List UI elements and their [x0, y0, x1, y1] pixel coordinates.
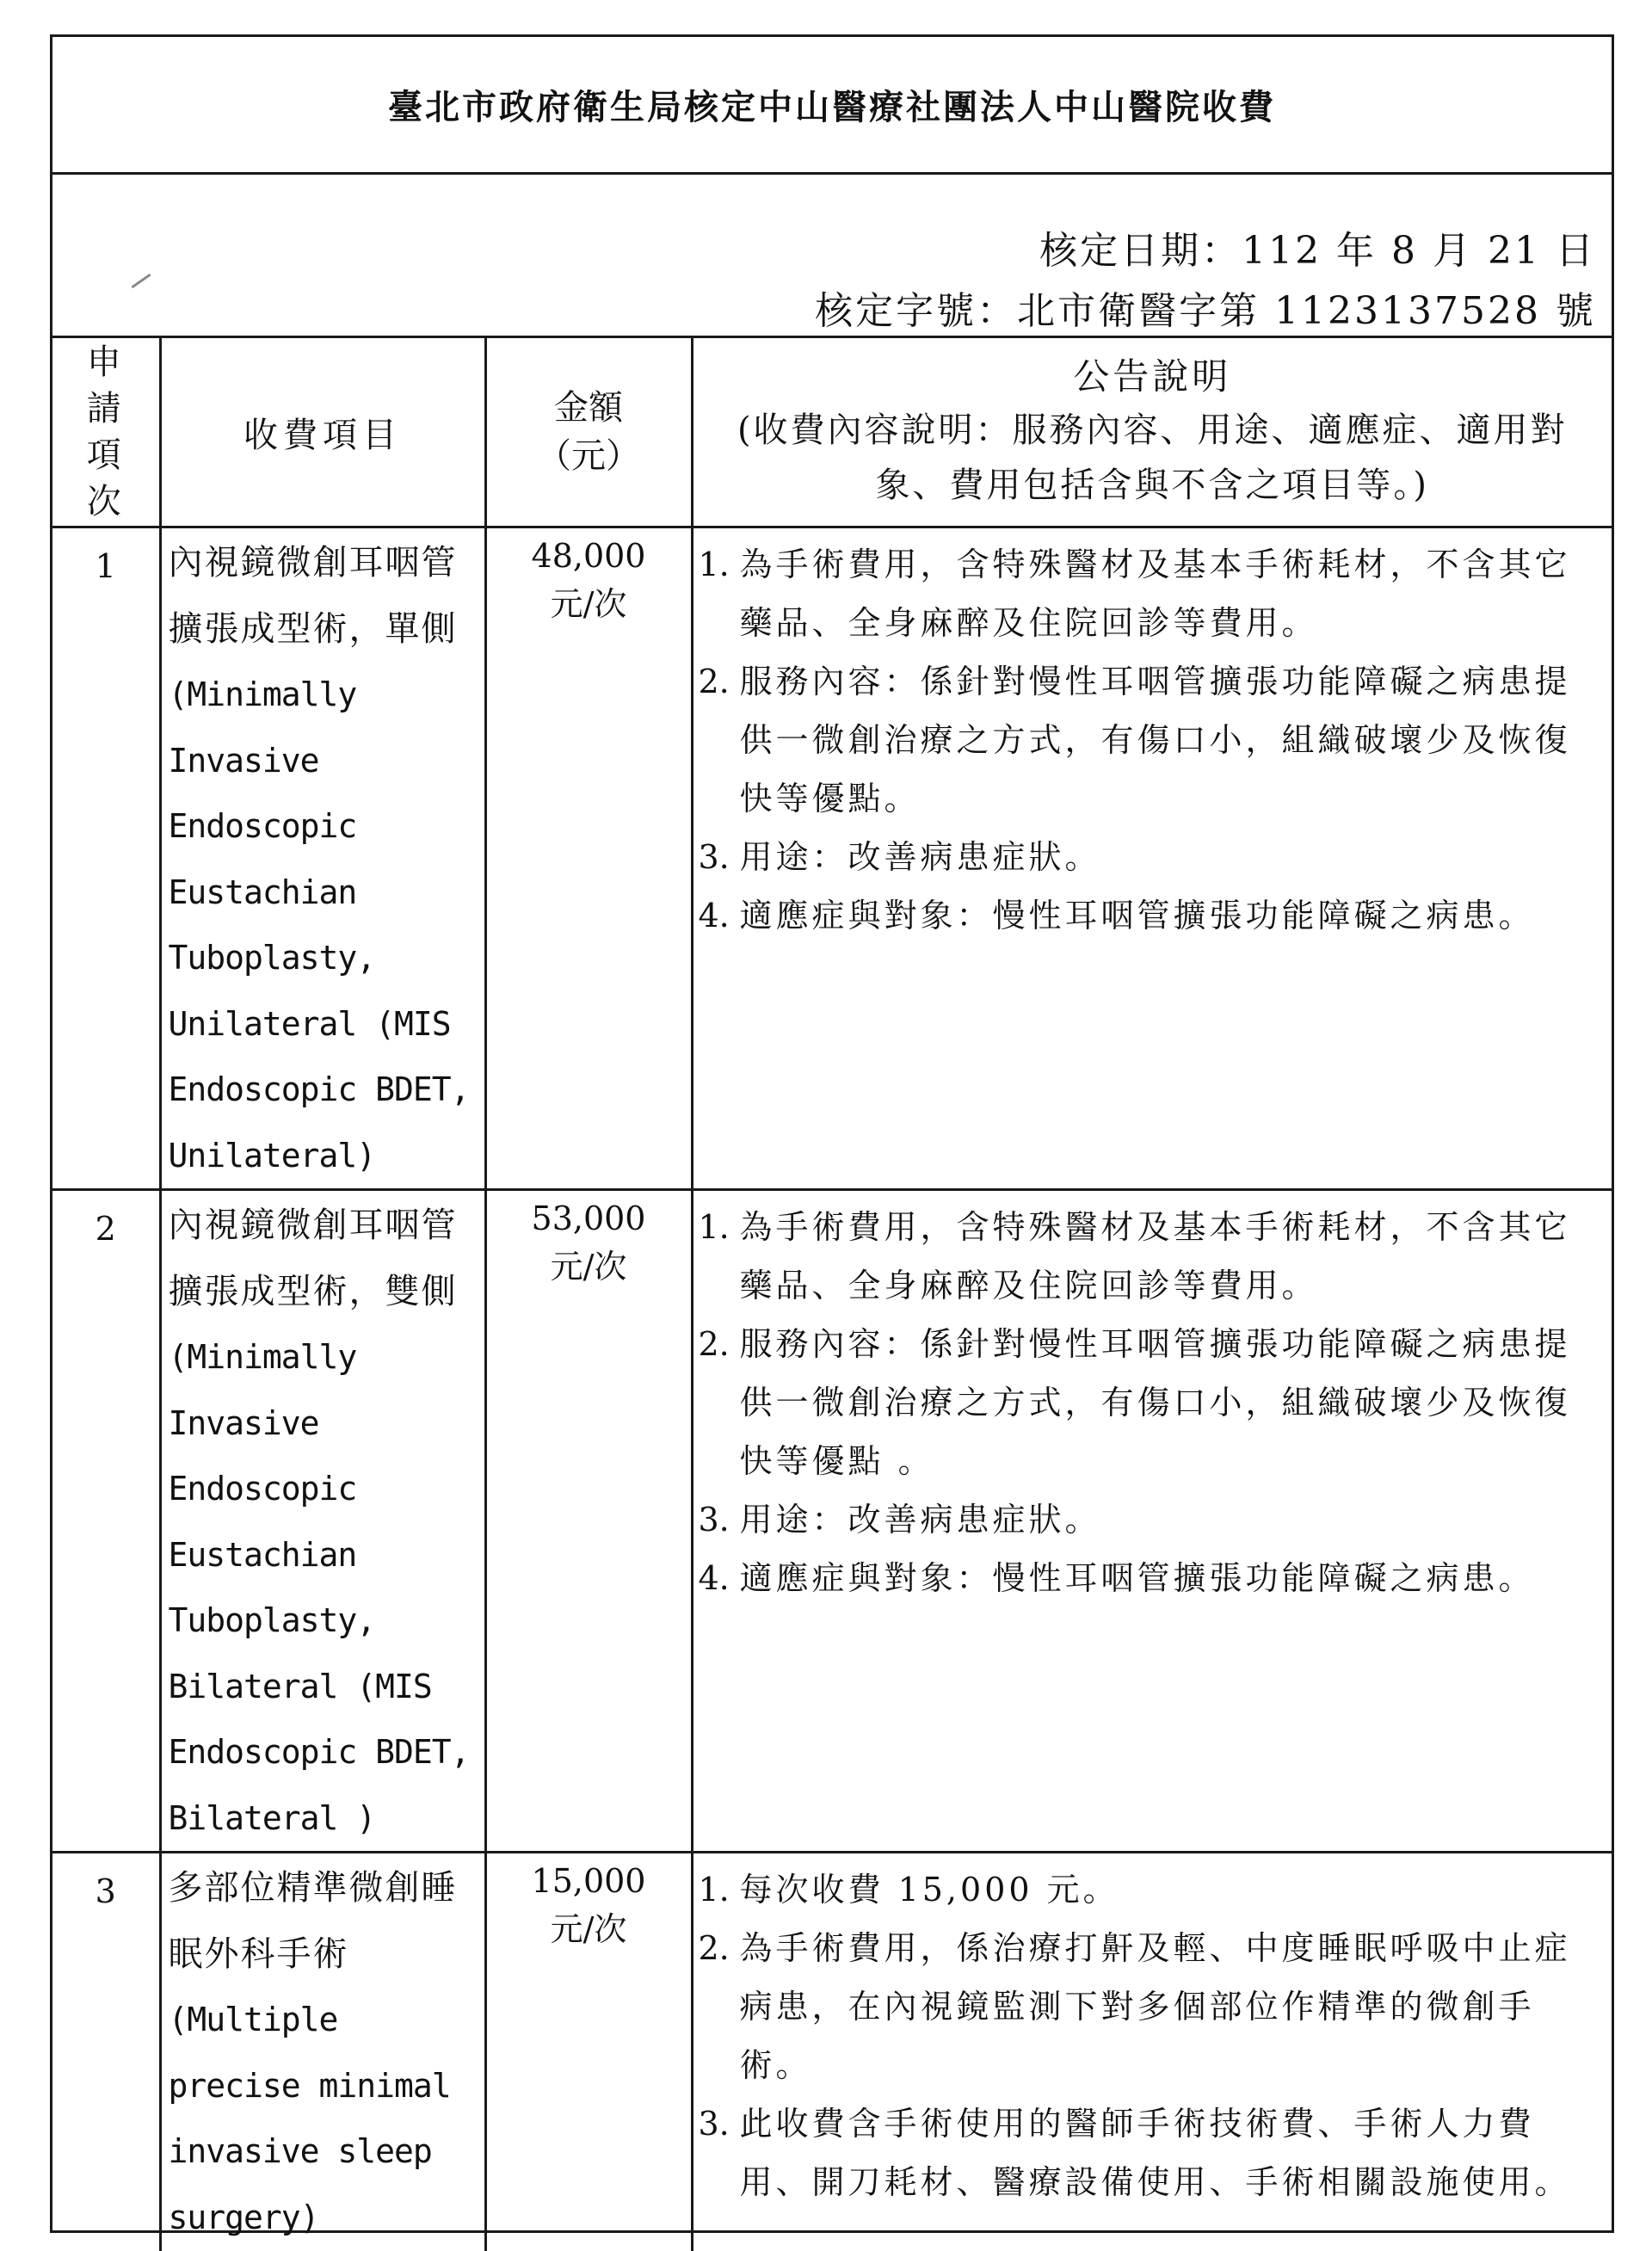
note-item [699, 886, 1604, 945]
fee-amount [485, 1853, 692, 2251]
fee-item-name [160, 1853, 485, 2251]
fee-amount-value: 48,000 [531, 537, 646, 575]
note-item [699, 1549, 1604, 1607]
note-item [699, 1315, 1604, 1490]
header-item-name [160, 338, 485, 527]
note-text: 每次收費 15,000 元。 [739, 1871, 1119, 1909]
note-number: 4. [698, 1559, 730, 1597]
fee-amount [485, 1190, 692, 1853]
fee-item-name-en: (Minimally Invasive Endoscopic Eustachian Tuboplasty, Unilateral (MIS Endoscopic BDET, Unilateral) [168, 675, 470, 1175]
header-notice-subtitle: (收費內容說明：服務內容、用途、適應症、適用對象、費用包括含與不含之項目等。) [737, 410, 1568, 505]
note-text: 用途：改善病患症狀。 [739, 838, 1101, 876]
note-text: 此收費含手術使用的醫師手術技術費、手術人力費用、開刀耗材、醫療設備使用、手術相關設施使用。 [739, 2105, 1571, 2201]
fee-notes [692, 527, 1612, 1190]
row-number: 1 [52, 527, 160, 1190]
table-header-row [52, 338, 1612, 527]
note-number: 1. [698, 1871, 730, 1909]
header-notice-title: 公告說明 [1073, 355, 1232, 398]
fee-item-name-zh: 內視鏡微創耳咽管擴張成型術，雙側 [168, 1206, 458, 1311]
note-item [699, 1919, 1604, 2094]
table-row [52, 1190, 1612, 1853]
fee-notes [692, 1853, 1612, 2251]
note-item [699, 535, 1604, 652]
approval-info [52, 175, 1612, 338]
note-number: 3. [698, 1501, 730, 1539]
note-number: 3. [698, 2105, 730, 2143]
note-text: 用途：改善病患症狀。 [739, 1501, 1101, 1539]
note-item [699, 1198, 1604, 1315]
table-row [52, 1853, 1612, 2251]
fee-amount-unit: 元/次 [550, 585, 627, 623]
header-amount-label: 金額（元） [537, 388, 640, 476]
fee-document [50, 34, 1614, 2236]
note-text: 適應症與對象：慢性耳咽管擴張功能障礙之病患。 [739, 1559, 1535, 1597]
note-text: 服務內容：係針對慢性耳咽管擴張功能障礙之病患提供一微創治療之方式，有傷口小，組織破壞少及恢復快等優點 。 [739, 1325, 1571, 1480]
title-row [52, 37, 1612, 175]
fee-table [52, 338, 1612, 2251]
fee-item-name-en: (Minimally Invasive Endoscopic Eustachian Tuboplasty, Bilateral (MIS Endoscopic BDET, Bilateral ) [168, 1338, 470, 1837]
note-number: 1. [698, 546, 730, 583]
note-item [699, 652, 1604, 828]
note-text: 為手術費用，係治療打鼾及輕、中度睡眠呼吸中止症病患，在內視鏡監測下對多個部位作精準的微創手術。 [739, 1929, 1571, 2084]
header-item-no [52, 338, 160, 527]
note-number: 4. [698, 897, 730, 934]
note-number: 2. [698, 1929, 730, 1967]
note-number: 1. [698, 1208, 730, 1246]
note-text: 為手術費用，含特殊醫材及基本手術耗材，不含其它藥品、全身麻醉及住院回診等費用。 [739, 546, 1571, 642]
header-item-name-label: 收費項目 [243, 415, 402, 455]
fee-item-name [160, 1190, 485, 1853]
note-number: 3. [698, 838, 730, 876]
approval-number: 核定字號：北市衛醫字第 1123137528 號 [815, 289, 1596, 333]
note-item [699, 828, 1604, 886]
header-notice [692, 338, 1612, 527]
scan-mark [131, 274, 151, 288]
fee-amount-value: 15,000 [531, 1862, 646, 1900]
header-item-no-label: 申請項次 [86, 342, 125, 521]
fee-item-name-zh: 多部位精準微創睡眠外科手術 [168, 1868, 458, 1974]
fee-amount [485, 527, 692, 1190]
note-item [699, 2094, 1604, 2211]
note-item [699, 1860, 1604, 1919]
fee-amount-unit: 元/次 [550, 1248, 627, 1286]
fee-item-name-en: (Multiple precise minimal invasive sleep surgery) [168, 2001, 451, 2236]
fee-item-name [160, 527, 485, 1190]
note-text: 為手術費用，含特殊醫材及基本手術耗材，不含其它藥品、全身麻醉及住院回診等費用。 [739, 1208, 1571, 1304]
fee-amount-value: 53,000 [531, 1200, 646, 1237]
fee-item-name-zh: 內視鏡微創耳咽管擴張成型術，單側 [168, 543, 458, 649]
table-row [52, 527, 1612, 1190]
notes-list [699, 1198, 1604, 1607]
fee-notes [692, 1190, 1612, 1853]
note-item [699, 1490, 1604, 1549]
notes-list [699, 535, 1604, 945]
note-text: 適應症與對象：慢性耳咽管擴張功能障礙之病患。 [739, 897, 1535, 934]
notes-list [699, 1860, 1604, 2211]
row-number: 2 [52, 1190, 160, 1853]
approval-date: 核定日期：112 年 8 月 21 日 [1039, 229, 1596, 273]
header-amount [485, 338, 692, 527]
row-number: 3 [52, 1853, 160, 2251]
note-number: 2. [698, 663, 730, 700]
note-number: 2. [698, 1325, 730, 1363]
fee-amount-unit: 元/次 [550, 1910, 627, 1948]
document-title: 臺北市政府衛生局核定中山醫療社團法人中山醫院收費 [388, 87, 1276, 127]
note-text: 服務內容：係針對慢性耳咽管擴張功能障礙之病患提供一微創治療之方式，有傷口小，組織破壞少及恢復快等優點。 [739, 663, 1571, 817]
